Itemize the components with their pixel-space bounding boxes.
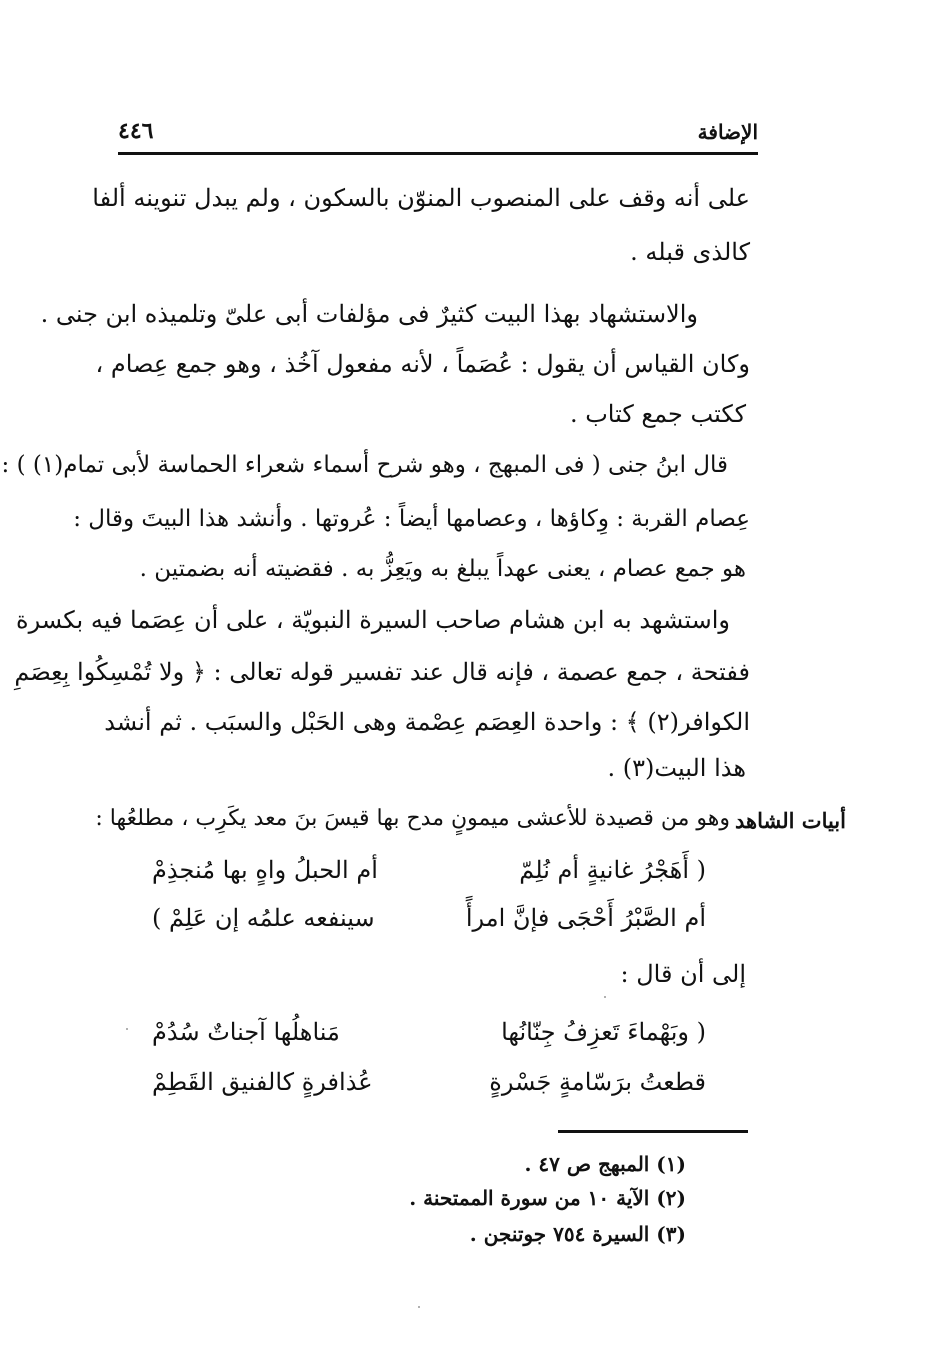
footnote: (٢) الآية ١٠ من سورة الممتحنة . bbox=[409, 1186, 686, 1210]
verse-hemistich-left: مَناهلُها آجناتٌ سُدُمْ bbox=[152, 1018, 340, 1046]
verse-hemistich-right: ( وبَهْماءَ تَعزِفُ جِنّانُها bbox=[501, 1018, 706, 1046]
text-line: عِصام القربة : وِكاؤها ، وعصامها أيضاً : عُروتها . وأنشد هذا البيتَ وقال : bbox=[73, 506, 750, 532]
text-line: الكوافر(٢) ﴾ : واحدة العِصَم عِصْمة وهى الحَبْل والسبَب . ثم أنشد bbox=[104, 708, 750, 736]
text-line: كالذى قبله . bbox=[630, 238, 750, 266]
text-line: وكان القياس أن يقول : عُصَماً ، لأنه مفعول آخُذ ، وهو جمع عِصام ، bbox=[95, 350, 750, 378]
text-line: إلى أن قال : bbox=[620, 960, 746, 988]
verse-hemistich-left: أم الحبلُ واهٍ بها مُنجذِمْ bbox=[152, 856, 378, 884]
chapter-title: الإضافة bbox=[697, 120, 758, 144]
text-line: على أنه وقف على المنصوب المنوّن بالسكون ، ولم يبدل تنوينه ألفا bbox=[92, 184, 750, 212]
text-line: والاستشهاد بهذا البيت كثيرٌ فى مؤلفات أبى علىّ وتلميذه ابن جنى . bbox=[40, 300, 698, 328]
scan-speck bbox=[126, 1028, 128, 1030]
footnote: (٣) السيرة ٧٥٤ جوتنجن . bbox=[469, 1222, 686, 1246]
footnote: (١) المبهج ص ٤٧ . bbox=[524, 1152, 686, 1176]
verse-hemistich-right: أم الصَّبْرُ أَحْجَى فإنَّ امرأً bbox=[465, 904, 706, 932]
verse-hemistich-left: عُذافرةٍ كالفنيق القَطِمْ bbox=[152, 1068, 373, 1096]
verse-hemistich-right: ( أَهَجْرُ غانيةٍ أم نُلِمّ bbox=[519, 856, 706, 884]
margin-label: أبيات الشاهد bbox=[735, 808, 846, 833]
verse-hemistich-right: قطعتُ برَسّامةٍ جَسْرةٍ bbox=[489, 1068, 706, 1096]
text-line: هذا البيت(٣) . bbox=[607, 754, 746, 782]
text-line: قال ابنُ جنى ( فى المبهج ، وهو شرح أسماء شعراء الحماسة لأبى تمام(١) ) : bbox=[1, 452, 728, 478]
scan-speck bbox=[418, 1306, 420, 1308]
footnote-rule bbox=[558, 1130, 748, 1133]
text-line: هو جمع عصام ، يعنى عهداً يبلغ به ويَعِزُّ به . فقضيته أنه بضمتين . bbox=[139, 556, 746, 582]
verse-hemistich-left: سينفعه علمُه إن عَلِمْ ) bbox=[152, 904, 375, 932]
header-rule bbox=[118, 152, 758, 155]
page-number: ٤٤٦ bbox=[118, 118, 154, 144]
text-line: واستشهد به ابن هشام صاحب السيرة النبويّة ، على أن عِصَما فيه بكسرة bbox=[16, 606, 730, 634]
text-line: ففتحة ، جمع عصمة ، فإنه قال عند تفسير قوله تعالى : ﴿ ولا تُمْسِكُوا بِعِصَمِ bbox=[14, 658, 750, 686]
text-line: ككتب جمع كتاب . bbox=[569, 400, 746, 428]
running-header bbox=[118, 118, 758, 150]
text-line: وهو من قصيدة للأعشى ميمونٍ مدح بها قيسَ بنَ معد يكَرِب ، مطلعُها : bbox=[95, 806, 730, 831]
scan-speck bbox=[604, 996, 606, 998]
